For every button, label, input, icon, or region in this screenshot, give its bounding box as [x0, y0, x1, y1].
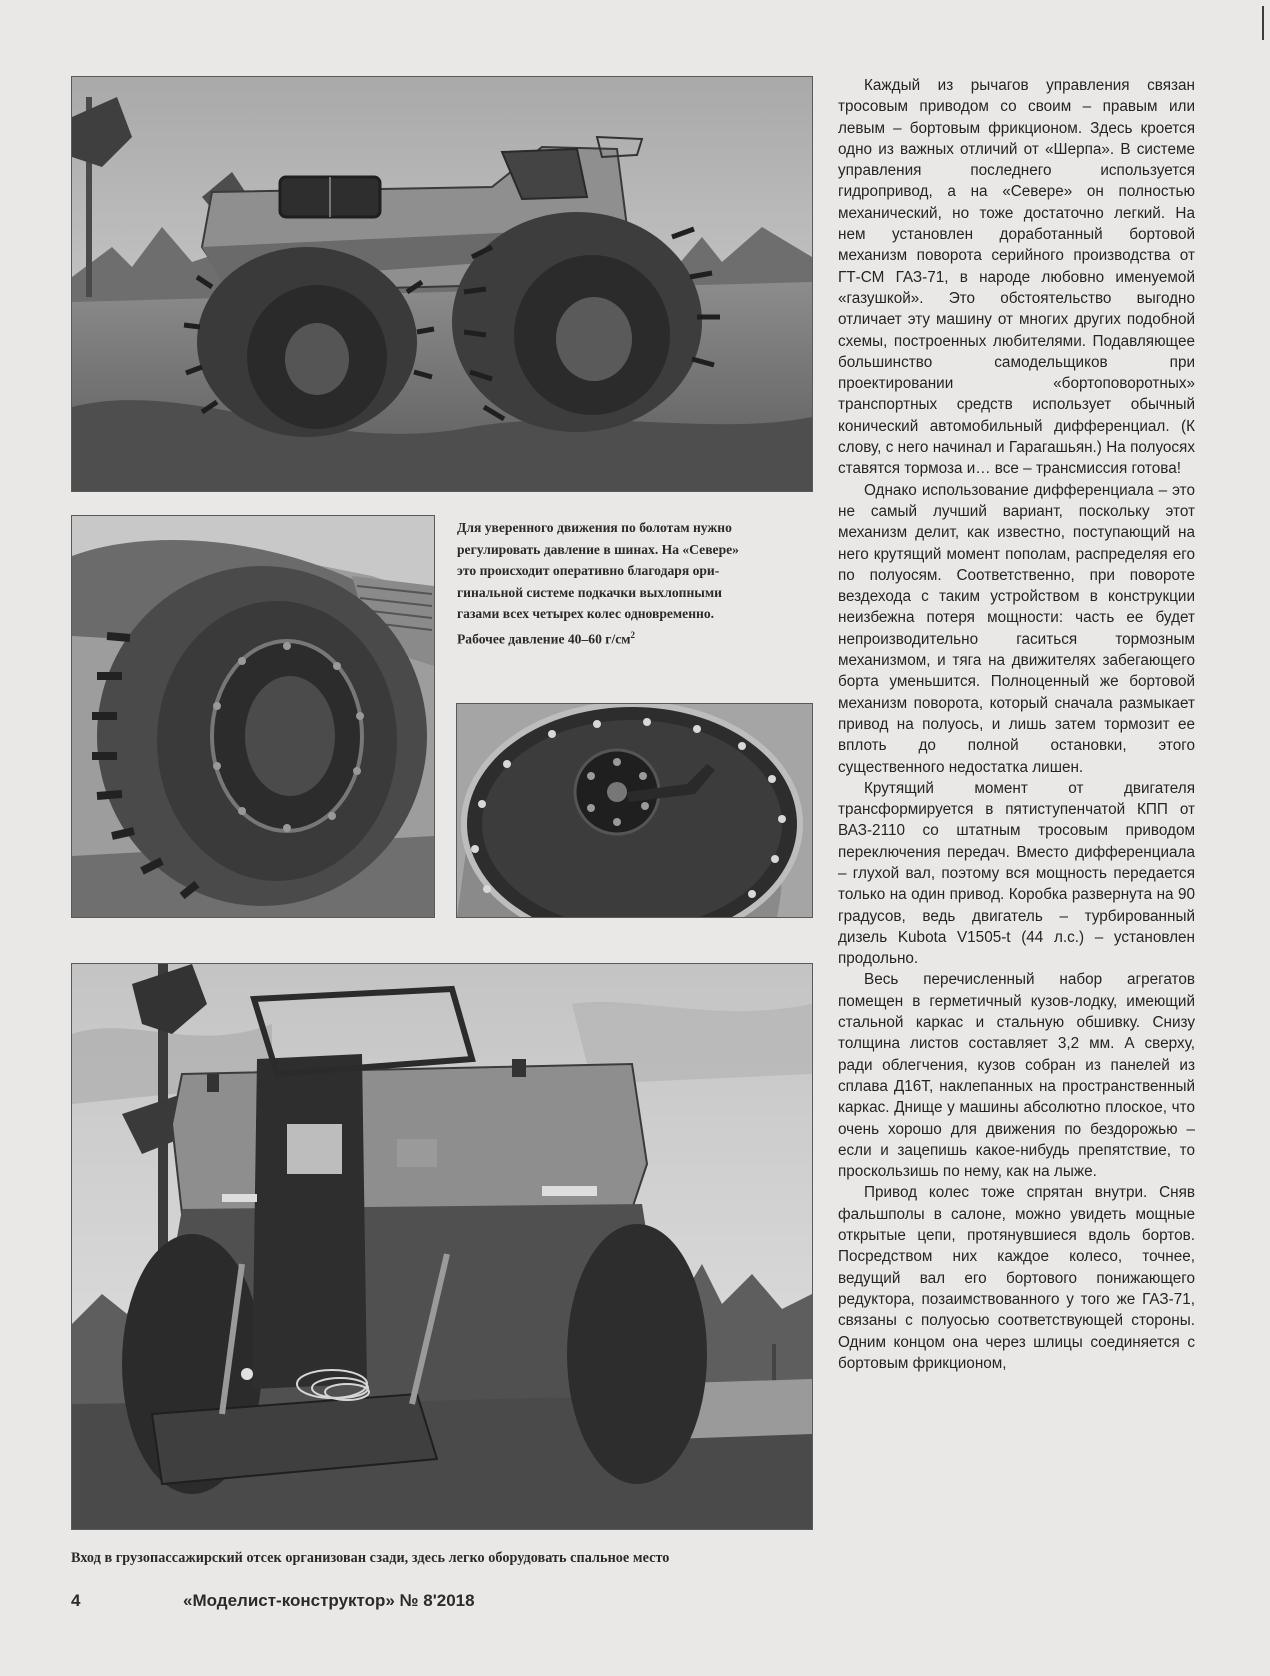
tire-photo-caption [457, 517, 811, 650]
tire-closeup-photo [71, 515, 435, 918]
caption-line: Для уверенного движения по болотам нужно [457, 520, 732, 535]
caption-line: это происходит оперативно благодаря ори- [457, 563, 720, 578]
article-paragraph: Весь перечисленный набор агрегатов помещен в герметичный кузов-лодку, имеющий стальной каркас и стальную обшивку. Снизу толщина листов составляет 3,2 мм. А сверху, ради облегчения, кузов собран из панелей из сплава Д16Т, наклепанных на пространственный каркас. Днище у машины абсолютно плоское, что очень хорошо для движения по бездорожью – если и зацепишь какое-нибудь препятствие, то проскользишь по нему, как на лыже. [838, 971, 1195, 1181]
rear-photo-caption: Вход в грузопассажирский отсек организован сзади, здесь легко оборудовать спальное место [71, 1550, 670, 1566]
vehicle-rear-photo [71, 963, 813, 1530]
caption-line: газами всех четырех колес одновременно. [457, 606, 715, 621]
article-text-column [838, 75, 1195, 1374]
article-paragraph: Каждый из рычагов управления связан тросовым приводом со своим – правым или левым – бортовым фрикционом. Здесь кроется одно из важных отличий от «Шерпа». В системе управления последнего используется гидропривод, а на «Севере» он полностью механический, но тоже достаточно легкий. На нем установлен доработанный бортовой механизм поворота серийного производства от ГТ-СМ ГАЗ-71, в народе любовно именуемой «газушкой». Это обстоятельство выгодно отличает эту машину от многих других подобной схемы, построенных любителями. Подавляющее большинство самодельщиков при проектировании «бортоповоротных» транспортных средств использует обычный конический автомобильный дифференциал. (К слову, с него начинал и Гарагашьян.) На полуосях ставятся тормоза и… все – трансмиссия готова! [838, 77, 1195, 478]
caption-pressure: Рабочее давление 40–60 г/см [457, 631, 631, 647]
page-number: 4 [71, 1591, 81, 1610]
caption-line: гинальной системе подкачки выхлопными [457, 584, 722, 600]
wheel-hub-closeup-photo [456, 703, 813, 918]
page-footer [71, 1591, 811, 1617]
article-paragraph: Однако использование дифференциала – это не самый лучший вариант, поскольку этот механизм делит, как известно, поступающий на него крутящий момент пополам, распределяя его по полуосям. Соответственно, при повороте вездехода с таким устройством в конструкции неизбежна потеря мощности: часть ее будет непроизводительно гаситься тормозным механизмом, и тяга на движителях забегающего борта уменьшится. Полноценный же бортовой механизм поворота, который сначала размыкает привод на полуось, и лишь затем тормозит ее вплоть до полной остановки, этого существенного недостатка лишен. [838, 481, 1195, 776]
article-paragraph: Привод колес тоже спрятан внутри. Сняв фальшполы в салоне, можно увидеть мощные открытые цепи, протянувшиеся вдоль бортов. Посредством них каждое колесо, точнее, ведущий вал его бортового понижающего редуктора, позаимствованного у того же ГАЗ-71, связаны с полуосью соответствующей стороны. Одним концом она через шлицы соединяется с бортовым фрикционом, [838, 1184, 1195, 1372]
article-paragraph: Крутящий момент от двигателя трансформируется в пятиступенчатой КПП от ВАЗ-2110 со штатным тросовым приводом переключения передач. Вместо дифференциала – глухой вал, поэтому вся мощность передается только на один привод. Коробка развернута на 90 градусов, ведь двигатель – турбированный дизель Kubota V1505-t (44 л.с.) – установлен продольно. [838, 779, 1195, 968]
caption-line: регулировать давление в шинах. На «Севере» [457, 541, 739, 557]
scan-edge-mark [1262, 6, 1264, 40]
magazine-issue: «Моделист-конструктор» № 8'2018 [183, 1591, 475, 1610]
caption-pressure-exponent: 2 [630, 629, 636, 640]
vehicle-side-photo [71, 76, 813, 492]
